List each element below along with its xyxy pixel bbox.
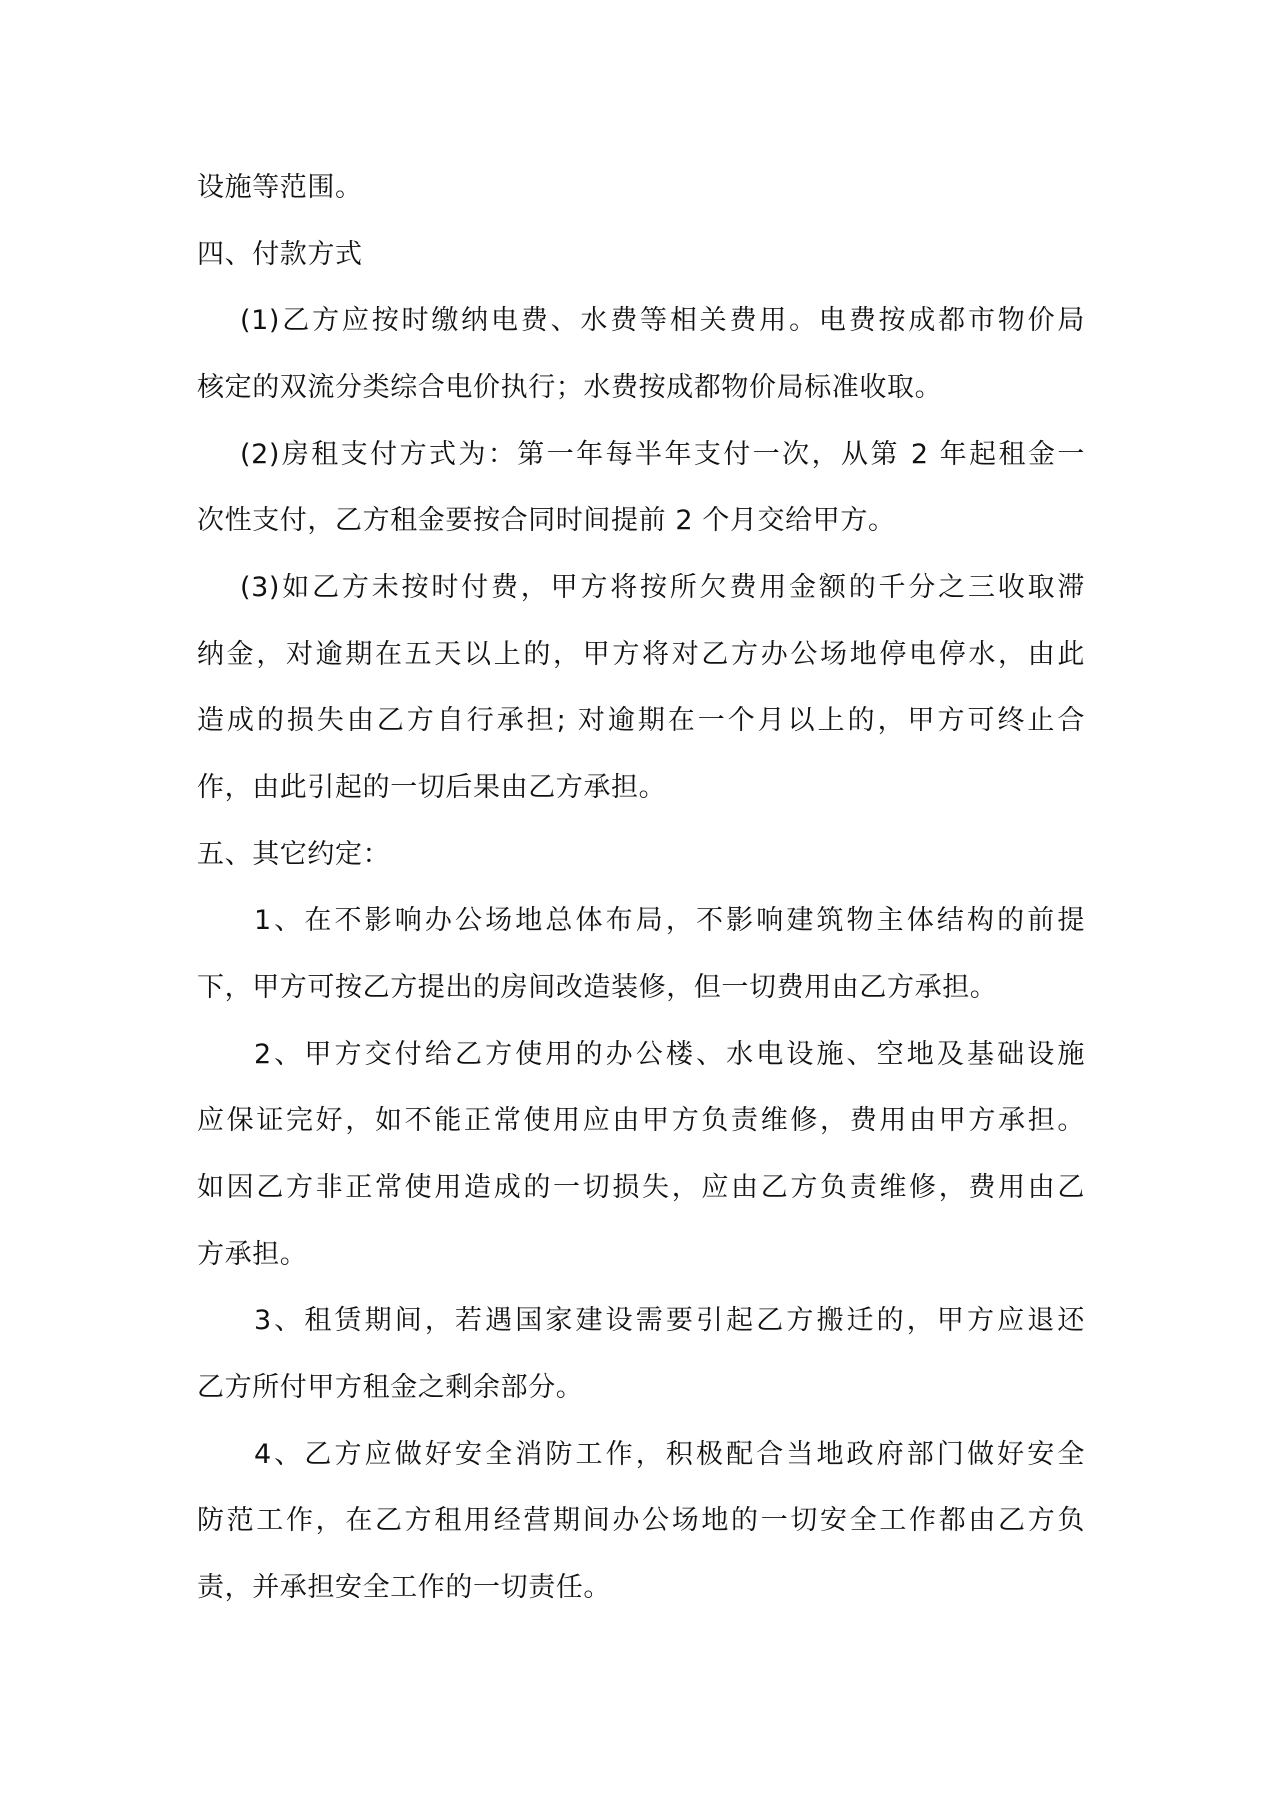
item-2-line: 应保证完好，如不能正常使用应由甲方负责维修，费用由甲方承担。 bbox=[197, 1105, 1085, 1136]
item-2-line: 方承担。 bbox=[197, 1239, 308, 1270]
item-4-line: 责，并承担安全工作的一切责任。 bbox=[197, 1572, 611, 1603]
section-heading-payment: 四、付款方式 bbox=[197, 239, 363, 270]
paragraph-1-line: 核定的双流分类综合电价执行；水费按成都物价局标准收取。 bbox=[197, 372, 943, 403]
item-1-line: 下，甲方可按乙方提出的房间改造装修，但一切费用由乙方承担。 bbox=[197, 972, 998, 1003]
paragraph-2-line: 次性支付，乙方租金要按合同时间提前 2 个月交给甲方。 bbox=[197, 505, 896, 536]
paragraph-1-line: (1)乙方应按时缴纳电费、水费等相关费用。电费按成都市物价局 bbox=[240, 305, 1085, 336]
paragraph-2-line: (2)房租支付方式为：第一年每半年支付一次，从第 2 年起租金一 bbox=[240, 439, 1085, 470]
text-line-continuation: 设施等范围。 bbox=[197, 172, 363, 203]
item-1-line: 1、在不影响办公场地总体布局，不影响建筑物主体结构的前提 bbox=[254, 905, 1085, 936]
paragraph-3-line: (3)如乙方未按时付费，甲方将按所欠费用金额的千分之三收取滞 bbox=[240, 572, 1085, 603]
item-4-line: 防范工作，在乙方租用经营期间办公场地的一切安全工作都由乙方负 bbox=[197, 1505, 1085, 1536]
item-3-line: 乙方所付甲方租金之剩余部分。 bbox=[197, 1372, 584, 1403]
item-2-line: 如因乙方非正常使用造成的一切损失，应由乙方负责维修，费用由乙 bbox=[197, 1172, 1085, 1203]
item-4-line: 4、乙方应做好安全消防工作，积极配合当地政府部门做好安全 bbox=[254, 1439, 1085, 1470]
item-2-line: 2、甲方交付给乙方使用的办公楼、水电设施、空地及基础设施 bbox=[254, 1039, 1085, 1070]
paragraph-3-line: 纳金，对逾期在五天以上的，甲方将对乙方办公场地停电停水，由此 bbox=[197, 639, 1085, 670]
section-heading-other-terms: 五、其它约定： bbox=[197, 839, 391, 870]
paragraph-3-line: 造成的损失由乙方自行承担; 对逾期在一个月以上的，甲方可终止合 bbox=[197, 705, 1085, 736]
paragraph-3-line: 作，由此引起的一切后果由乙方承担。 bbox=[197, 772, 667, 803]
item-3-line: 3、租赁期间，若遇国家建设需要引起乙方搬迁的，甲方应退还 bbox=[254, 1305, 1085, 1336]
